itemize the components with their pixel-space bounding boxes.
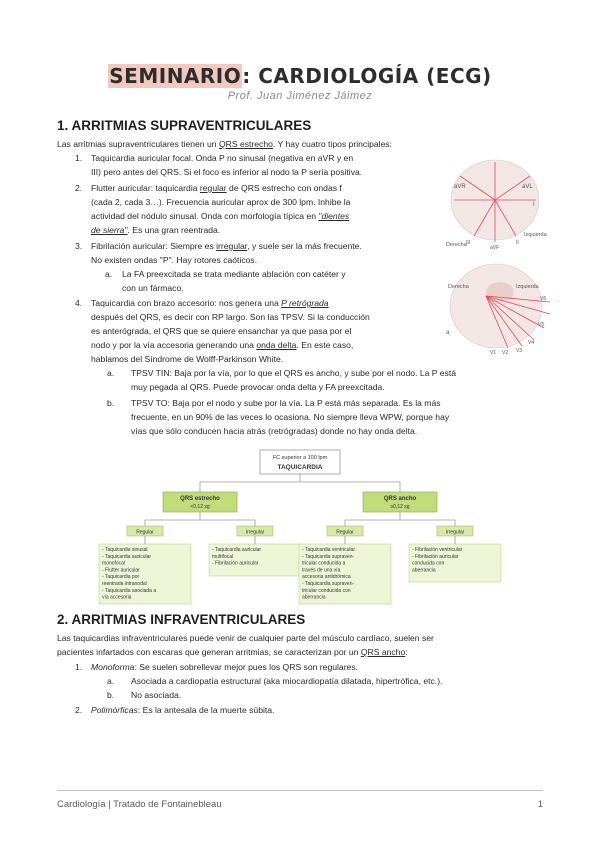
item-label: Polimórficas: [91, 705, 138, 715]
list-number: 4.: [75, 298, 83, 308]
list-line: No existen ondas "P". Hay rotores caóticos.: [91, 254, 258, 265]
derecha-label: Derecha: [448, 284, 469, 290]
list-item: [75, 704, 543, 718]
list-line: hablamos del Síndrome de Wolff-Parkinson White.: [91, 353, 284, 364]
flowchart-leaf-line: aberrancia: [302, 594, 326, 601]
flowchart-leaf-line: - Taquicardia auricular: [102, 553, 152, 560]
list-line: No asociada.: [131, 690, 182, 700]
list-line: de QRS estrecho con ondas f: [226, 183, 342, 193]
narrow-line1: QRS estrecho: [180, 496, 220, 502]
flowchart-leaf-line: - Taquicardia asociada a: [102, 587, 157, 594]
regular-label: Regular: [136, 529, 154, 536]
flowchart-leaf-line: - Flutter auricular: [102, 567, 140, 574]
flowchart-leaf-line: - Taquicardia supraven-: [302, 581, 355, 587]
list-item: [75, 182, 443, 238]
sub-label: a.: [105, 268, 113, 279]
list-line: actividad del nódulo sinusal. Onda con morfología típica en: [91, 210, 319, 221]
v6-label: V6: [540, 296, 547, 302]
flowchart-leaf-line: reentrada intranodal: [102, 581, 147, 587]
i-label: I: [533, 202, 535, 208]
intro-line: pacientes infartados con escaras que generan arritmias, se caracterizan por un: [57, 646, 361, 657]
intro-text-end: . Y hay cuatro tipos principales:: [272, 139, 393, 149]
underlined-term: regular: [199, 183, 227, 193]
underlined-term: onda delta: [256, 339, 297, 350]
intro-text: Las arritmias supraventriculares tienen un: [57, 139, 219, 149]
underlined-term: irregular: [216, 241, 248, 251]
list-line: : Es la antesala de la muerte súbita.: [137, 705, 275, 715]
list-line: La FA preexcitada se trata mediante ablación con catéter y: [122, 268, 346, 279]
list-line: nodo y por la vía accesoria generando una: [91, 339, 257, 350]
list-number: 3.: [75, 241, 83, 251]
list-line: con un fármaco.: [122, 282, 184, 293]
avf-label: aVF: [490, 245, 500, 251]
item-label: Monoforma: [91, 662, 135, 672]
sub-label: a.: [107, 676, 115, 686]
root-line2: TAQUICARDIA: [277, 464, 323, 471]
avl-label: aVL: [522, 184, 533, 190]
flowchart-leaf-line: - Taquicardia ventricular: [302, 547, 355, 553]
list-line: Taquicardia con brazo accesorio: nos genera una: [91, 298, 282, 308]
intro-line-end: :: [405, 646, 408, 657]
underlined-term: "dientes: [318, 210, 350, 221]
list-line: frecuente, en un 90% de las veces lo ocasiona. No siempre lleva WPW, porque hay: [131, 411, 450, 422]
flowchart-leaf-line: - Fibrilación auricular: [412, 553, 459, 560]
list-line: , y suele ser la más frecuente.: [247, 241, 362, 251]
list-line: Asociada a cardiopatía estructural (aka miocardiopatía dilatada, hipertrófica, etc.).: [131, 676, 443, 686]
intro-line: Las taquicardias infraventriculares puede venir de cualquier parte del músculo cardíaco, suelen ser: [57, 633, 434, 643]
narrow-line2: <0,12 sg: [190, 504, 210, 510]
flowchart-leaf-line: - Taquicardia sinusal: [102, 547, 148, 553]
title-rest: : CARDIOLOGÍA (ECG): [242, 64, 492, 88]
list-line: Taquicardia auricular focal. Onda P no sinusal (negativa en aVR y en: [91, 153, 354, 163]
section1-intro: [57, 138, 543, 152]
list-number: 2.: [75, 183, 83, 193]
underlined-term: P retrógrada: [281, 298, 329, 308]
precordial-axis-figure: [446, 262, 552, 356]
flowchart-leaf-line: - Taquicardia supraven-: [302, 553, 355, 560]
sub-item: [107, 397, 543, 439]
v3-label: V3: [516, 348, 523, 354]
izquierda-label: Izquierda: [524, 232, 547, 238]
flowchart-leaf-line: - Fibrilación auricular: [212, 560, 259, 567]
flowchart-leaf-line: - Fibrilación ventricular: [412, 547, 463, 553]
v1-label: V1: [490, 350, 497, 356]
intro-underlined: QRS estrecho: [218, 139, 273, 149]
v5-label: V5: [538, 322, 545, 328]
list-line: . Es una gran reentrada.: [127, 224, 221, 235]
flowchart-leaf-line: - Taquicardia por: [102, 574, 140, 581]
flowchart-leaf-line: accesoria antidrómica: [302, 574, 351, 581]
list-item: [75, 661, 543, 675]
list-number: 1.: [75, 662, 83, 672]
section2-heading: 2. ARRITMIAS INFRAVENTRICULARES: [57, 612, 306, 627]
sub-label: a.: [107, 368, 115, 378]
a-label: a: [446, 330, 450, 336]
avr-label: aVR: [454, 184, 466, 190]
list-line: Flutter auricular: taquicardia: [91, 183, 200, 193]
list-line: . En este caso,: [296, 339, 354, 350]
list-item: [75, 297, 448, 367]
irregular-label: Irregular: [445, 529, 465, 536]
flowchart-leaf-line: tricular conducida con: [302, 587, 351, 594]
list-line: (cada 2, cada 3…). Frecuencia auricular aprox de 300 lpm. Inhibe la: [91, 196, 351, 207]
v2-label: V2: [502, 350, 509, 356]
flowchart-leaf-line: - Taquicardia auricular: [212, 547, 262, 553]
underlined-term: QRS ancho: [360, 646, 406, 657]
iii-label: III: [466, 240, 471, 246]
sub-item: [107, 689, 543, 703]
sub-item: [107, 675, 543, 689]
irregular-label: Irregular: [245, 529, 265, 536]
wide-line1: QRS ancho: [383, 496, 417, 502]
root-line1: FC superior a 100 lpm: [272, 455, 328, 461]
list-item: [75, 240, 443, 296]
sub-item: [107, 367, 543, 395]
ii-label: II: [516, 240, 519, 246]
footer-text: Cardiología | Tratado de Fontainebleau: [57, 799, 222, 810]
page-number: 1: [537, 799, 543, 810]
sub-label: b.: [107, 398, 115, 408]
frontal-axis-figure: [446, 158, 547, 251]
heart-section: [486, 282, 514, 302]
list-line: TPSV TO: Baja por el nodo y sube por la vía. La P está más separada. Es la más: [131, 398, 441, 408]
list-line: : Se suelen sobrellevar mejor pues los QRS son regulares.: [134, 662, 359, 672]
izquierda-label: Izquierda: [516, 284, 539, 290]
flowchart-leaf-line: multifocal: [212, 553, 234, 560]
flowchart-leaf-line: tricular conducida a: [302, 560, 346, 567]
underlined-term: de sierra": [91, 224, 128, 235]
list-line: vías que sólo conducen hacia atrás (retrógradas) donde no hay onda delta.: [131, 425, 418, 436]
wide-line2: ≥0,12 sg: [390, 504, 410, 510]
flowchart-leaf-line: monofocal: [102, 560, 126, 567]
section2-intro: [57, 632, 543, 660]
v4-label: V4: [528, 340, 535, 346]
flowchart-leaf-line: conducida con: [412, 560, 445, 567]
list-line: después del QRS, es decir con RP largo. Son las TPSV. Si la conducción: [91, 311, 370, 322]
list-number: 1.: [75, 153, 83, 163]
flowchart-leaf-line: través de una vía: [302, 567, 341, 574]
title-highlight: SEMINARIO: [109, 64, 242, 88]
flowchart-leaf-line: vía accesoria: [102, 594, 132, 601]
list-line: Fibrilación auricular: Siempre es: [91, 241, 217, 251]
list-item: [75, 152, 443, 180]
tachycardia-flowchart: [95, 448, 505, 610]
author: Prof. Juan Jiménez Jáimez: [227, 90, 373, 102]
section1-heading: 1. ARRITMIAS SUPRAVENTRICULARES: [57, 118, 312, 133]
list-line: muy pegada al QRS. Puede provocar onda delta y FA preexcitada.: [131, 381, 385, 392]
list-line: es anterógrada, el QRS que se quiere ensanchar ya que pasa por el: [91, 325, 352, 336]
list-number: 2.: [75, 705, 83, 715]
page-title: [0, 64, 600, 88]
list-line: III) pero antes del QRS. Si el foco es inferior al nodo la P sería positiva.: [91, 166, 363, 177]
regular-label: Regular: [336, 529, 354, 536]
list-line: TPSV TIN: Baja por la vía, por lo que el QRS es ancho, y sube por el nodo. La P está: [131, 368, 456, 378]
derecha-label: Derecha: [446, 242, 467, 248]
footer-divider: [57, 790, 543, 791]
sub-label: b.: [107, 690, 115, 700]
flowchart-leaf-line: aberrancia: [412, 567, 436, 574]
